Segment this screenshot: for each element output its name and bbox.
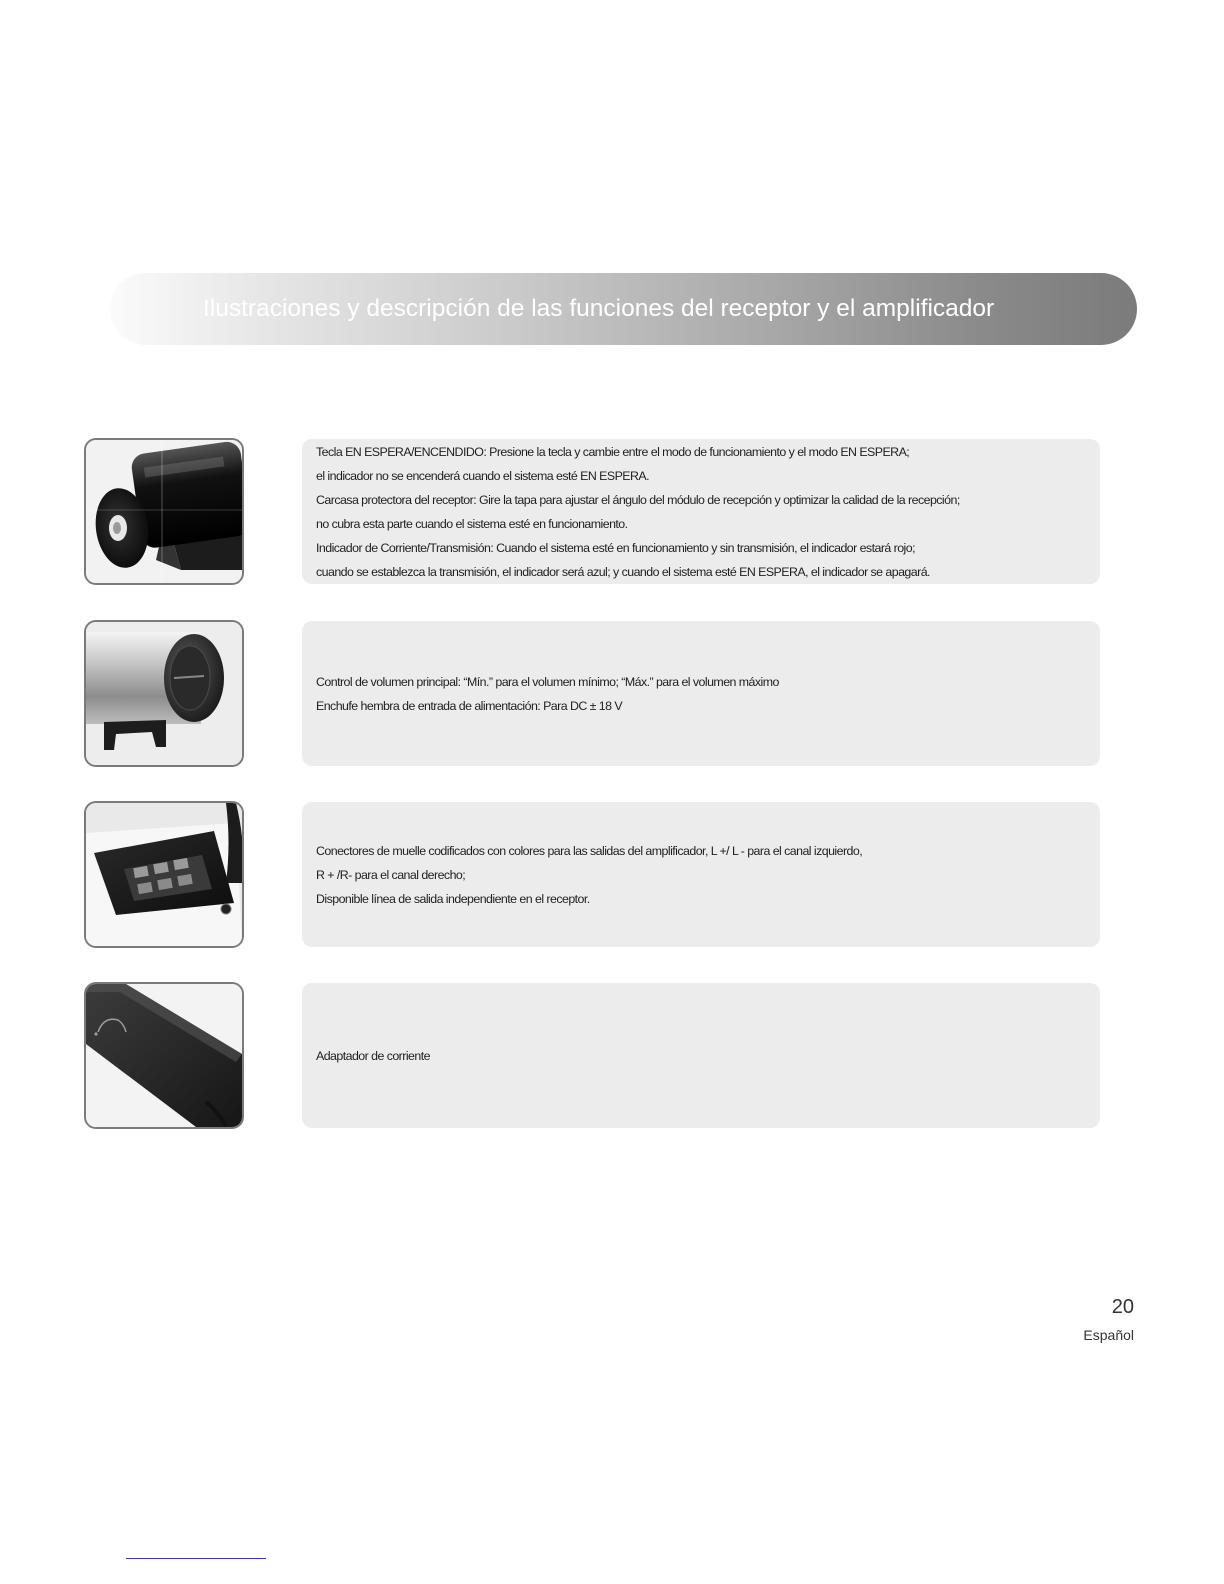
feature-row-adapter (84, 982, 1100, 1130)
feature-row-volume (84, 620, 1100, 768)
description-line: Adaptador de corriente (316, 1048, 430, 1063)
speaker-connectors-icon (84, 801, 244, 948)
description-line: Tecla EN ESPERA/ENCENDIDO: Presione la tecla y cambie entre el modo de funcionamiento y el modo EN ESPERA; (316, 444, 910, 459)
description-line: Enchufe hembra de entrada de alimentación: Para DC ± 18 V (316, 698, 623, 713)
description-line: no cubra esta parte cuando el sistema esté en funcionamiento. (316, 516, 628, 531)
description-line: Indicador de Corriente/Transmisión: Cuando el sistema esté en funcionamiento y sin transmisión, el indicador estará rojo; (316, 540, 915, 555)
description-line: R + /R- para el canal derecho; (316, 867, 466, 882)
feature-row-connectors (84, 801, 1100, 949)
description-line: Conectores de muelle codificados con colores para las salidas del amplificador, L +/ L - para el canal izquierdo, (316, 843, 863, 858)
feature-description (302, 439, 1100, 584)
section-header-banner (110, 273, 1137, 345)
description-line: Control de volumen principal: “Mín.” para el volumen mínimo; “Máx.” para el volumen máximo (316, 674, 779, 689)
feature-row-receiver (84, 438, 1100, 586)
feature-description (302, 983, 1100, 1128)
footnote-divider (126, 1558, 266, 1559)
power-adapter-icon (84, 982, 244, 1129)
feature-description (302, 802, 1100, 947)
feature-description (302, 621, 1100, 766)
description-line: Carcasa protectora del receptor: Gire la tapa para ajustar el ángulo del módulo de recepción y optimizar la calidad de la recepción; (316, 492, 960, 507)
description-line: Disponible línea de salida independiente en el receptor. (316, 891, 590, 906)
description-line: cuando se establezca la transmisión, el indicador será azul; y cuando el sistema esté EN ESPERA, el indicador se apagará. (316, 564, 930, 579)
receiver-front-icon (84, 438, 244, 585)
page-language: Español (1083, 1327, 1134, 1343)
section-title: Ilustraciones y descripción de las funciones del receptor y el amplificador (203, 295, 995, 322)
volume-knob-icon (84, 620, 244, 767)
page-number: 20 (1111, 1296, 1134, 1318)
description-line: el indicador no se encenderá cuando el sistema esté EN ESPERA. (316, 468, 650, 483)
